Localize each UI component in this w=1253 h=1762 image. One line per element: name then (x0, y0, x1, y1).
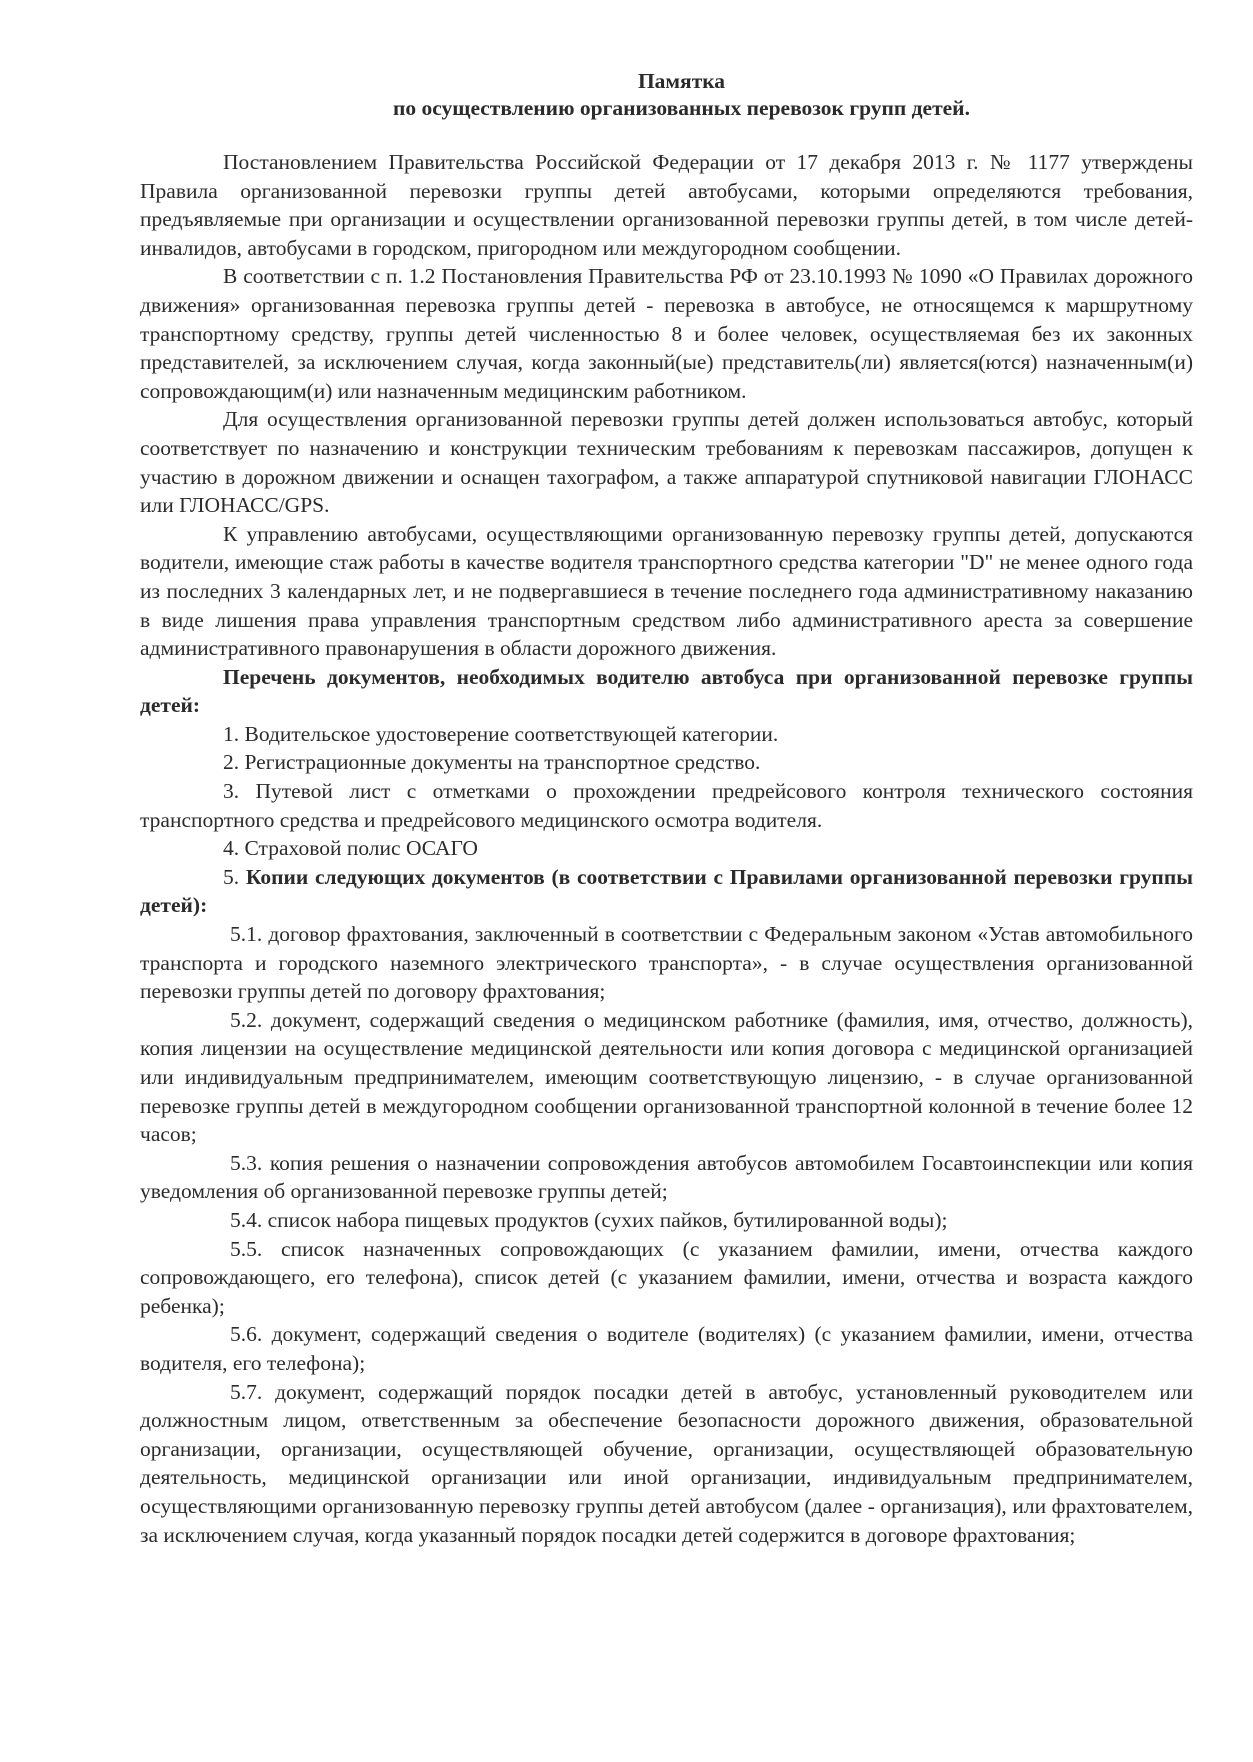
list-item: 4. Страховой полис ОСАГО (223, 836, 478, 861)
list-heading: Перечень документов, необходимых водителю автобуса при организованной перевозке группы детей: (140, 664, 1193, 718)
sub-item: 5.1. договор фрахтования, заключенный в соответствии с Федеральным законом «Устав автомобильного транспорта и городского наземного электрического транспорта», - в случае осуществления организованной перевозки группы детей по договору фрахтования; (140, 922, 1193, 1004)
list-item: 3. Путевой лист с отметками о прохождении предрейсового контроля технического состояния транспортного средства и предрейсового медицинского осмотра водителя. (140, 779, 1193, 832)
list-item-5-number: 5. (223, 864, 240, 889)
sub-item: 5.7. документ, содержащий порядок посадки детей в автобус, установленный руководителем или должностным лицом, ответственным за обеспечение безопасности дорожного движения, образовательной организации, организации, осуществляющей обучение, организации, осуществляющей образовательную деятельность, медицинской организации или иной организации, индивидуальным предпринимателем, осуществляющими организованную перевозку группы детей автобусом (далее - организация), или фрахтователем, за исключением случая, когда указанный порядок посадки детей содержится в договоре фрахтования; (140, 1379, 1193, 1547)
intro-paragraph: К управлению автобусами, осуществляющими организованную перевозку группы детей, допускаются водители, имеющие стаж работы в качестве водителя транспортного средства категории "D" не менее одного года из последних 3 календарных лет, и не подвергавшиеся в течение последнего года административному наказанию в виде лишения права управления транспортным средством либо административного ареста за совершение административного правонарушения в области дорожного движения. (140, 521, 1193, 661)
title-line-1: Памятка (637, 69, 726, 93)
list-item: 1. Водительское удостоверение соответствующей категории. (223, 721, 779, 746)
sub-item: 5.3. копия решения о назначении сопровождения автобусов автомобилем Госавтоинспекции или копия уведомления об организованной перевозке группы детей; (140, 1150, 1193, 1204)
sub-item: 5.4. список набора пищевых продуктов (сухих пайков, бутилированной воды); (230, 1207, 948, 1232)
intro-paragraph: В соответствии с п. 1.2 Постановления Правительства РФ от 23.10.1993 № 1090 «О Правилах дорожного движения» организованная перевозка группы детей - перевозка в автобусе, не относящемся к маршрутному транспортному средству, группы детей численностью 8 и более человек, осуществляемая без их законных представителей, за исключением случая, когда законный(ые) представитель(ли) является(ются) назначенным(и) сопровождающим(и) или назначенным медицинским работником. (140, 264, 1193, 403)
sub-item: 5.2. документ, содержащий сведения о медицинском работнике (фамилия, имя, отчество, должность), копия лицензии на осуществление медицинской деятельности или копия договора с медицинской организацией или индивидуальным предпринимателем, имеющим соответствующую лицензию, - в случае организованной перевозке группы детей в междугородном сообщении организованной транспортной колонной в течение более 12 часов; (140, 1007, 1193, 1147)
document-title (140, 68, 1193, 122)
sub-item: 5.6. документ, содержащий сведения о водителе (водителях) (с указанием фамилии, имени, отчества водителя, его телефона); (140, 1322, 1193, 1375)
document-body (140, 148, 1193, 1549)
list-item-5 (140, 863, 1193, 920)
sub-item: 5.5. список назначенных сопровождающих (с указанием фамилии, имени, отчества каждого сопровождающего, его телефона), список детей (с указанием фамилии, имени, отчества и возраста каждого ребенка); (140, 1236, 1193, 1318)
intro-paragraph: Постановлением Правительства Российской Федерации от 17 декабря 2013 г. № 1177 утверждены Правила организованной перевозки группы детей автобусами, которыми определяются требования, предъявляемые при организации и осуществлении организованной перевозки группы детей, в том числе детей-инвалидов, автобусами в городском, пригородном или междугородном сообщении. (140, 150, 1193, 260)
intro-paragraph: Для осуществления организованной перевозки группы детей должен использоваться автобус, который соответствует по назначению и конструкции техническим требованиям к перевозкам пассажиров, допущен к участию в дорожном движении и оснащен тахографом, а также аппаратурой спутниковой навигации ГЛОНАСС или ГЛОНАСС/GPS. (140, 407, 1193, 518)
title-line-2: по осуществлению организованных перевозок групп детей. (393, 96, 970, 120)
list-item: 2. Регистрационные документы на транспортное средство. (223, 750, 761, 775)
list-item-5-text: Копии следующих документов (в соответствии с Правилами организованной перевозки группы детей): (140, 864, 1193, 918)
